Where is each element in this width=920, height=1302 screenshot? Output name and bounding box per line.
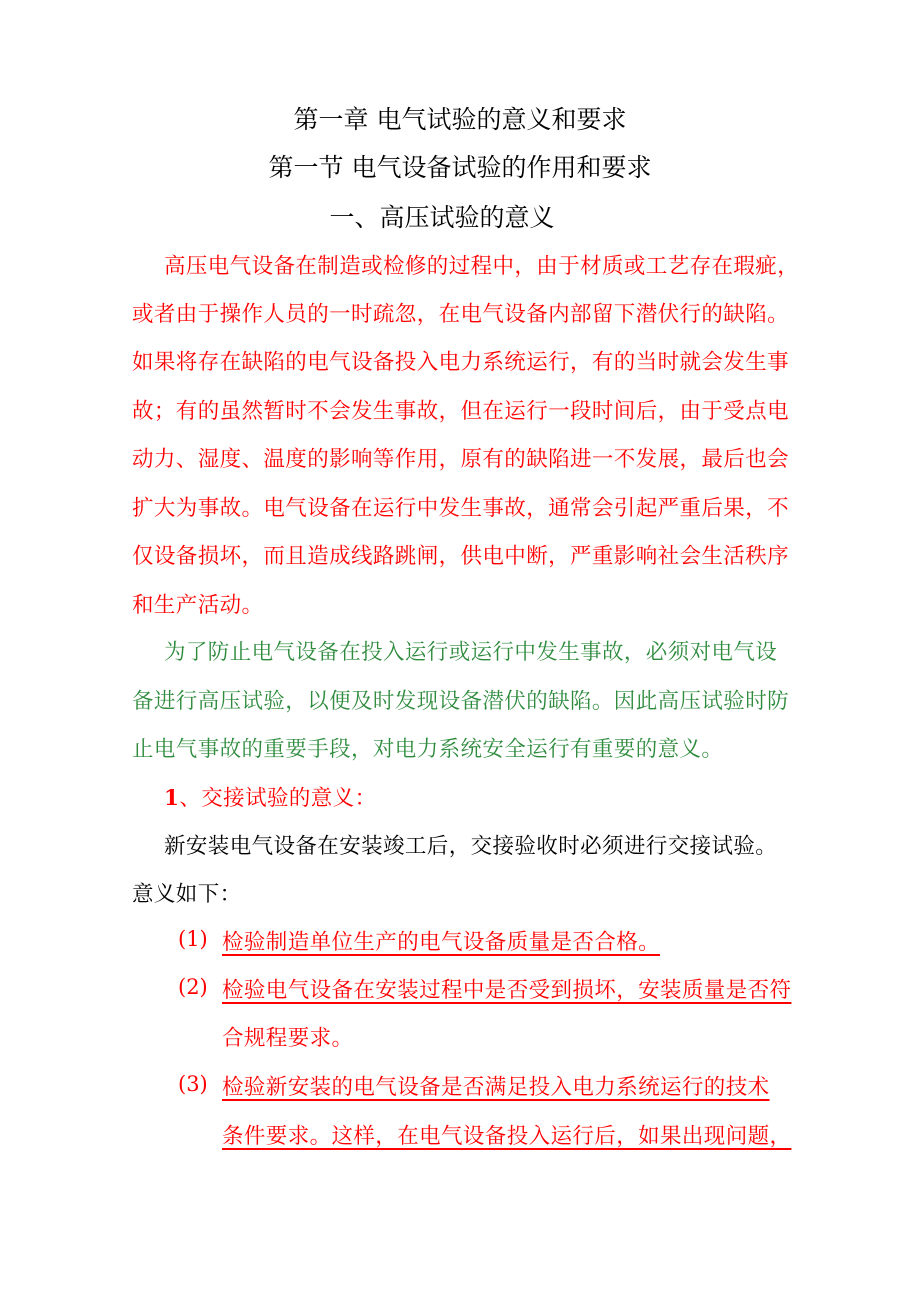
chapter-title: 第一章 电气试验的意义和要求 bbox=[293, 105, 627, 134]
item-heading bbox=[164, 781, 824, 812]
paragraph-2-line: 止电气事故的重要手段，对电力系统安全运行有重要的意义。 bbox=[132, 737, 724, 762]
item-number: 1 bbox=[164, 786, 180, 811]
item-heading-text: 、交接试验的意义： bbox=[179, 786, 377, 811]
paragraph-1-line: 或者由于操作人员的一时疏忽，在电气设备内部留下潜伏行的缺陷。 bbox=[132, 302, 790, 327]
paragraph-1-line: 仅设备损坏，而且造成线路跳闸，供电中断，严重影响社会生活秩序 bbox=[132, 544, 790, 569]
list-number: (2) bbox=[178, 975, 208, 999]
subsection-title: 一、高压试验的意义 bbox=[329, 203, 555, 232]
list-number: (1) bbox=[178, 927, 208, 951]
paragraph-1-line: 如果将存在缺陷的电气设备投入电力系统运行，有的当时就会发生事 bbox=[132, 350, 790, 375]
paragraph-2-line: 为了防止电气设备在投入运行或运行中发生事故，必须对电气设 bbox=[164, 640, 778, 665]
section-title: 第一节 电气设备试验的作用和要求 bbox=[268, 153, 652, 182]
paragraph-3-line: 新安装电气设备在安装竣工后，交接验收时必须进行交接试验。 bbox=[164, 834, 778, 859]
list-item-text: 检验新安装的电气设备是否满足投入电力系统运行的技术 bbox=[222, 1075, 770, 1100]
paragraph-1-line: 故；有的虽然暂时不会发生事故，但在运行一段时间后，由于受点电 bbox=[132, 399, 790, 424]
list-item-text: 检验电气设备在安装过程中是否受到损坏，安装质量是否符 bbox=[222, 978, 792, 1003]
paragraph-1-line: 和生产活动。 bbox=[132, 593, 264, 618]
paragraph-2-line: 备进行高压试验，以便及时发现设备潜伏的缺陷。因此高压试验时防 bbox=[132, 689, 790, 714]
list-number: (3) bbox=[178, 1072, 208, 1096]
list-item-text: 合规程要求。 bbox=[222, 1026, 354, 1051]
paragraph-1-line: 扩大为事故。电气设备在运行中发生事故，通常会引起严重后果，不 bbox=[132, 496, 790, 521]
list-item-text: 条件要求。这样，在电气设备投入运行后，如果出现问题， bbox=[222, 1124, 792, 1149]
paragraph-3-line: 意义如下： bbox=[132, 882, 242, 907]
list-item-text: 检验制造单位生产的电气设备质量是否合格。 bbox=[222, 930, 661, 955]
paragraph-1-line: 高压电气设备在制造或检修的过程中，由于材质或工艺存在瑕疵， bbox=[164, 254, 800, 279]
paragraph-1-line: 动力、湿度、温度的影响等作用，原有的缺陷进一不发展，最后也会 bbox=[132, 447, 790, 472]
